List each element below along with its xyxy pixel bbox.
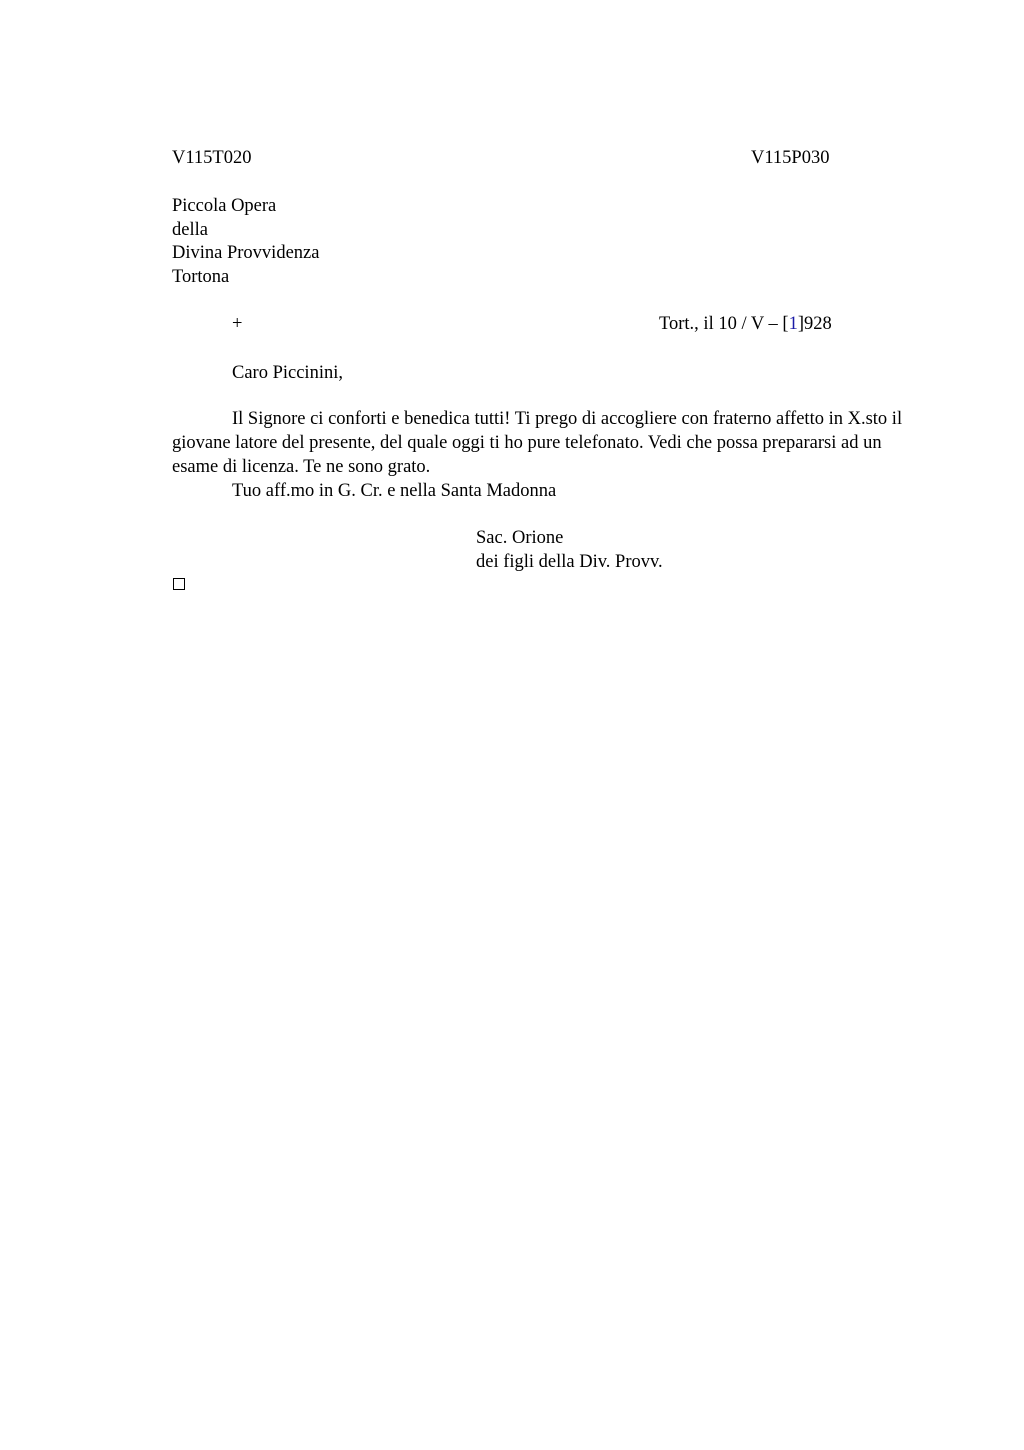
document-code-left: V115T020 [172, 148, 252, 168]
signature-title: dei figli della Div. Provv. [476, 552, 663, 572]
signature-name: Sac. Orione [476, 528, 564, 548]
letterhead-line: Piccola Opera [172, 196, 277, 216]
letterhead-line: Tortona [172, 266, 230, 287]
footnote-link[interactable]: 1 [788, 314, 798, 334]
square-box-icon [173, 578, 185, 590]
closing-line: Tuo aff.mo in G. Cr. e nella Santa Madonna [232, 481, 557, 501]
letter-body: Il Signore ci conforti e benedica tutti! Ti prego di accogliere con fraterno affetto in X.sto il giovane latore del presente, del quale oggi ti ho pure telefonato. Vedi che possa prepararsi ad un esame di licenza. Te ne sono grato. [172, 409, 903, 477]
letterhead [172, 195, 319, 289]
salutation: Caro Piccinini, [232, 363, 343, 383]
cross-symbol: + [232, 314, 243, 334]
date-prefix: Tort., il 10 / V – [ [659, 314, 789, 334]
date-suffix: ]928 [797, 314, 832, 334]
letterhead-line: della [172, 219, 208, 240]
date-line [659, 312, 832, 336]
signature-block [476, 526, 663, 574]
document-code-right: V115P030 [751, 148, 830, 168]
letterhead-line: Divina Provvidenza [172, 243, 320, 263]
